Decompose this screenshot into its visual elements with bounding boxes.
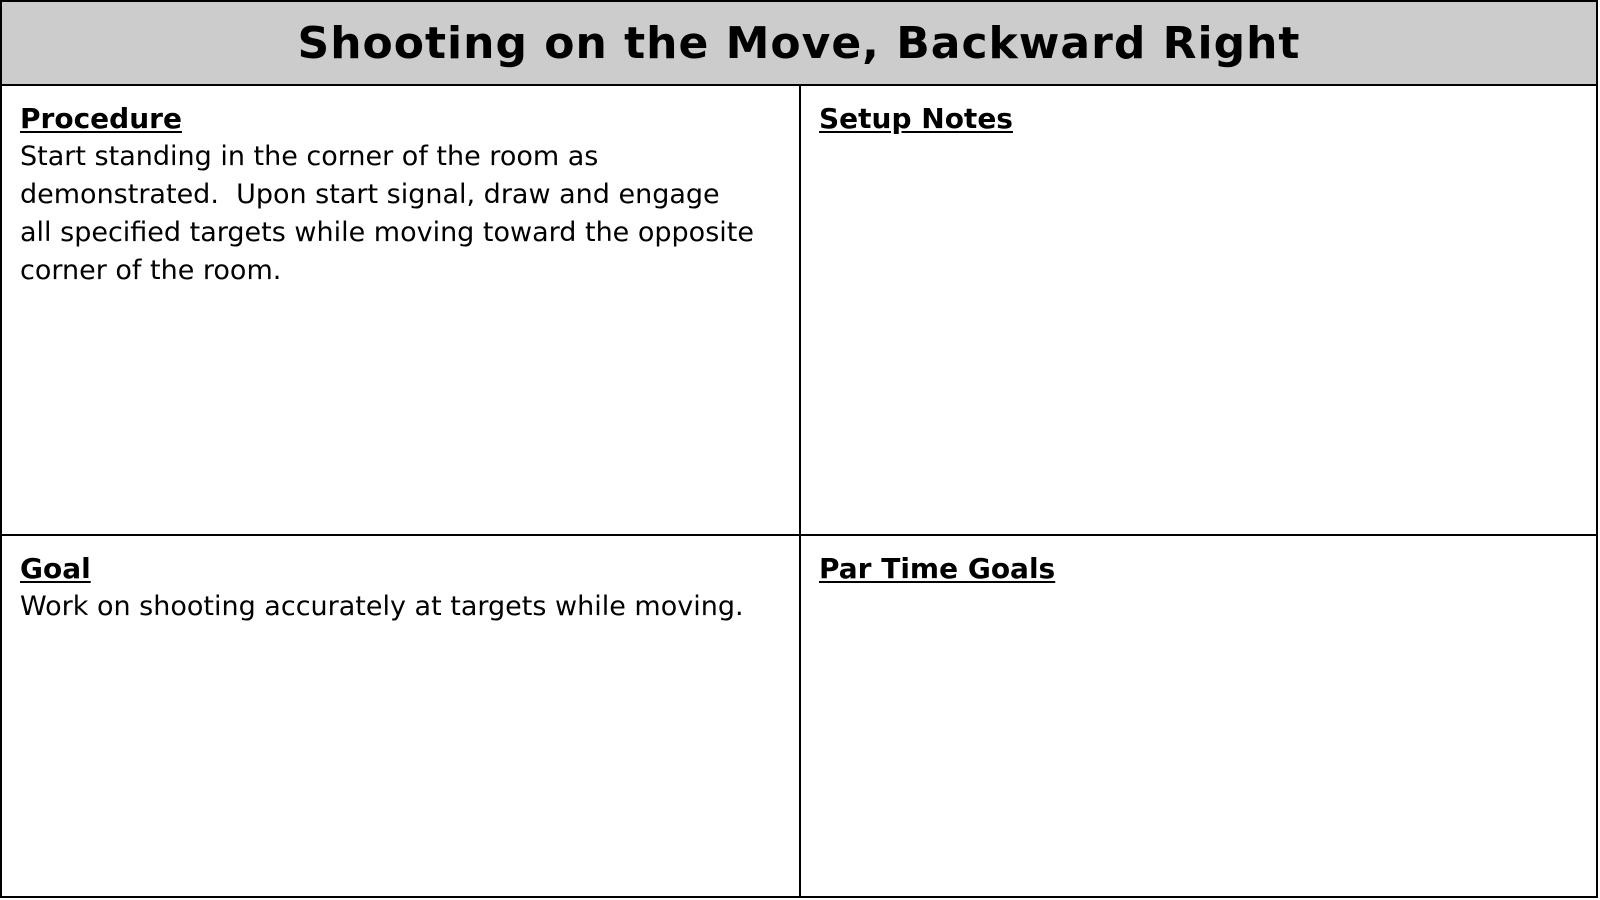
goal-heading: Goal — [20, 552, 91, 585]
procedure-heading: Procedure — [20, 102, 182, 135]
goal-section — [2, 536, 801, 896]
par-time-goals-heading: Par Time Goals — [819, 552, 1056, 585]
section-grid — [2, 86, 1596, 896]
setup-notes-section — [801, 86, 1596, 536]
par-time-goals-section — [801, 536, 1596, 896]
page-title: Shooting on the Move, Backward Right — [297, 17, 1301, 69]
setup-notes-heading: Setup Notes — [819, 102, 1013, 135]
goal-text: Work on shooting accurately at targets while moving. — [20, 591, 744, 622]
title-bar — [2, 2, 1596, 86]
procedure-text: Start standing in the corner of the room as demonstrated. Upon start signal, draw and engage all specified targets while moving toward the opposite corner of the room. — [20, 141, 754, 286]
procedure-section — [2, 86, 801, 536]
